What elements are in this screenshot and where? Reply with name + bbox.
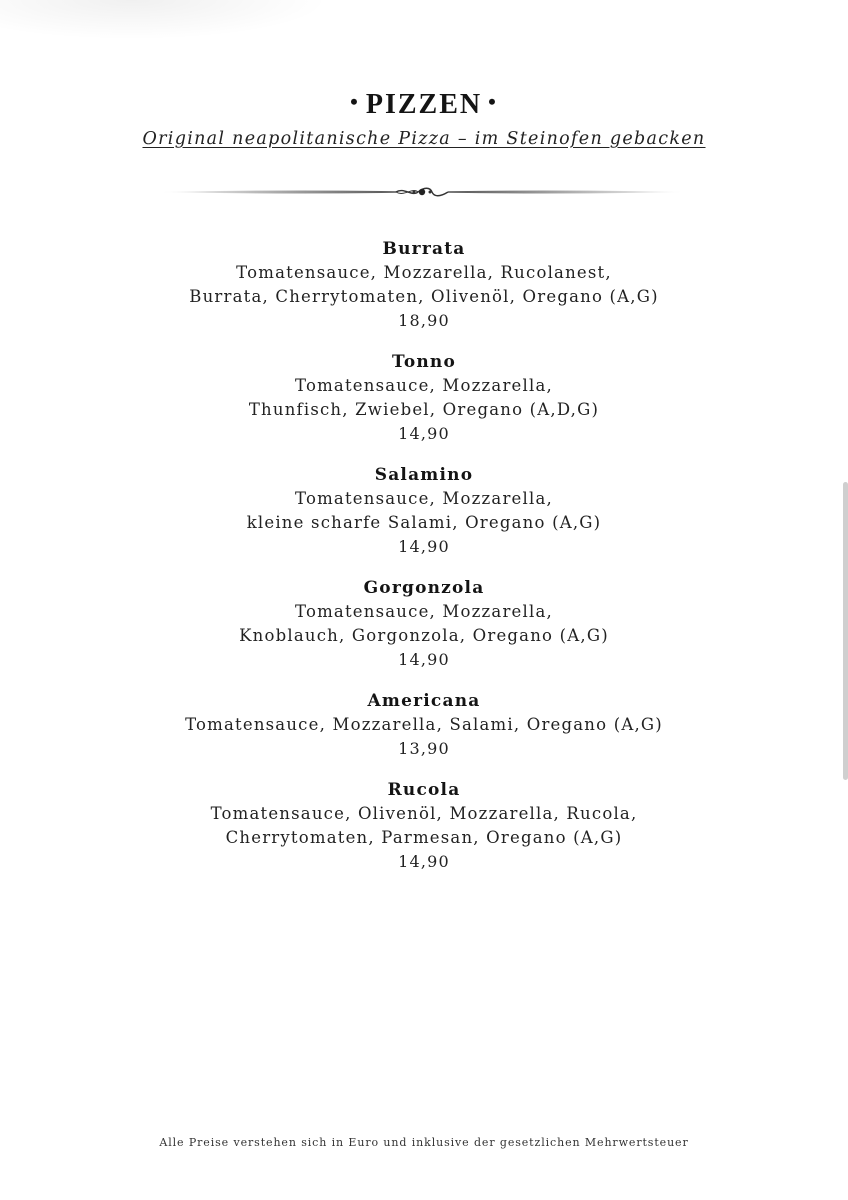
title-text: PIZZEN: [365, 89, 483, 120]
item-description-line: kleine scharfe Salami, Oregano (A,G): [246, 513, 602, 532]
page-subtitle: Original neapolitanische Pizza – im Steinofen gebacken: [142, 129, 706, 149]
vertical-scrollbar[interactable]: [843, 482, 848, 780]
item-price: 14,90: [398, 424, 450, 443]
item-description-line: Tomatensauce, Mozzarella, Salami, Oregano (A,G): [185, 715, 663, 734]
item-name: Tonno: [391, 352, 457, 372]
page-title: [0, 88, 848, 123]
item-description-line: Tomatensauce, Olivenöl, Mozzarella, Rucola,: [210, 804, 638, 823]
item-price: 14,90: [398, 852, 450, 871]
item-description-line: Tomatensauce, Mozzarella,: [295, 376, 553, 395]
title-dot-right: •: [488, 89, 498, 114]
menu-item: [0, 237, 848, 333]
item-name: Gorgonzola: [363, 578, 485, 598]
menu-header: [0, 88, 848, 149]
item-description-line: Tomatensauce, Mozzarella,: [295, 602, 553, 621]
item-name: Salamino: [374, 465, 474, 485]
item-name: Rucola: [387, 780, 461, 800]
ornament-divider-icon: [160, 183, 684, 201]
item-name: Americana: [367, 691, 481, 711]
item-description-line: Thunfisch, Zwiebel, Oregano (A,D,G): [248, 400, 600, 419]
pizza-menu: [0, 237, 848, 891]
top-shadow: [0, 0, 330, 40]
menu-item: [0, 350, 848, 446]
price-note: Alle Preise verstehen sich in Euro und inklusive der gesetzlichen Mehrwertsteuer: [159, 1136, 689, 1149]
item-price: 13,90: [398, 739, 450, 758]
title-dot-left: •: [350, 89, 360, 114]
menu-item: [0, 576, 848, 672]
item-description-line: Tomatensauce, Mozzarella,: [295, 489, 553, 508]
item-name: Burrata: [382, 239, 466, 259]
item-price: 14,90: [398, 650, 450, 669]
item-price: 18,90: [398, 311, 450, 330]
menu-item: [0, 778, 848, 874]
menu-item: [0, 689, 848, 761]
item-description-line: Knoblauch, Gorgonzola, Oregano (A,G): [239, 626, 609, 645]
menu-item: [0, 463, 848, 559]
item-description-line: Tomatensauce, Mozzarella, Rucolanest,: [236, 263, 612, 282]
item-description-line: Cherrytomaten, Parmesan, Oregano (A,G): [225, 828, 623, 847]
item-price: 14,90: [398, 537, 450, 556]
item-description-line: Burrata, Cherrytomaten, Olivenöl, Oregano (A,G): [189, 287, 659, 306]
